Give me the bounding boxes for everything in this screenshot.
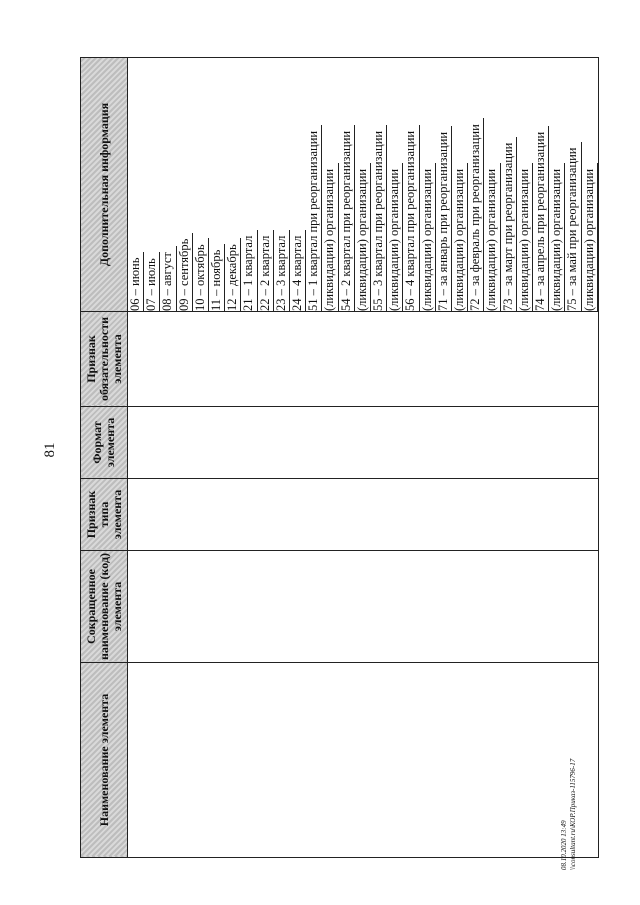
- info-line: 51 – 1 квартал при реорганизации: [306, 125, 322, 311]
- info-line: (ликвидации) организации: [484, 163, 500, 311]
- element-table: [80, 57, 599, 858]
- header-element-format: Формат элемента: [81, 407, 128, 479]
- info-line: 11 – ноябрь: [209, 244, 225, 311]
- info-line: 09 – сентябрь: [177, 233, 193, 311]
- info-line: 24 – 4 квартал: [290, 230, 306, 311]
- header-mandatory-sign: Признак обязательности элемента: [81, 312, 128, 407]
- info-line: 06 – июнь: [128, 252, 144, 311]
- page-number: 81: [42, 442, 58, 458]
- info-line: (ликвидации) организации: [452, 163, 468, 311]
- table-row: [128, 58, 599, 858]
- header-element-name: Наименование элемента: [81, 663, 128, 858]
- cell-element-name: [128, 663, 599, 858]
- info-line: 71 – за январь при реорганизации: [436, 126, 452, 311]
- cell-element-type: [128, 479, 599, 551]
- info-line: (ликвидации) организации: [420, 163, 436, 311]
- info-line: (ликвидации) организации: [582, 163, 598, 311]
- info-line: 10 – октябрь: [193, 238, 209, 311]
- info-line: (ликвидации) организации: [355, 163, 371, 311]
- info-line: 54 – 2 квартал при реорганизации: [339, 125, 355, 311]
- info-line: 55 – 3 квартал при реорганизации: [371, 125, 387, 311]
- info-line: 75 – за май при реорганизации: [565, 142, 581, 311]
- info-line: 73 – за март при реорганизации: [501, 137, 517, 311]
- table-header-row: [81, 58, 128, 858]
- info-line: 12 – декабрь: [225, 238, 241, 311]
- info-list: [128, 58, 598, 311]
- stamp-source: \\consultant.ru\КОР.Приказ-115796-17: [569, 758, 577, 870]
- info-line: 74 – за апрель при реорганизации: [533, 126, 549, 311]
- document-stamp: [560, 760, 600, 870]
- stamp-datetime: 08.10.2020 13:49: [560, 820, 568, 870]
- info-line: (ликвидации) организации: [517, 163, 533, 311]
- header-short-name-code: Сокращенное наименование (код) элемента: [81, 551, 128, 663]
- header-element-type: Признак типа элемента: [81, 479, 128, 551]
- cell-mandatory-sign: [128, 312, 599, 407]
- info-line: 22 – 2 квартал: [258, 230, 274, 311]
- info-line: (ликвидации) организации: [549, 163, 565, 311]
- info-line: 56 – 4 квартал при реорганизации: [403, 125, 419, 311]
- info-line: (ликвидации) организации: [387, 163, 403, 311]
- info-line: 21 – 1 квартал: [241, 230, 257, 311]
- info-line: (ликвидации) организации: [322, 163, 338, 311]
- info-line: 23 – 3 квартал: [274, 230, 290, 311]
- header-additional-info: Дополнительная информация: [81, 58, 128, 312]
- info-line: 08 – август: [160, 246, 176, 311]
- info-line: 72 – за февраль при реорганизации: [468, 118, 484, 311]
- cell-element-format: [128, 407, 599, 479]
- info-line: 07 – июль: [144, 252, 160, 311]
- cell-short-name-code: [128, 551, 599, 663]
- cell-additional-info: [128, 58, 599, 312]
